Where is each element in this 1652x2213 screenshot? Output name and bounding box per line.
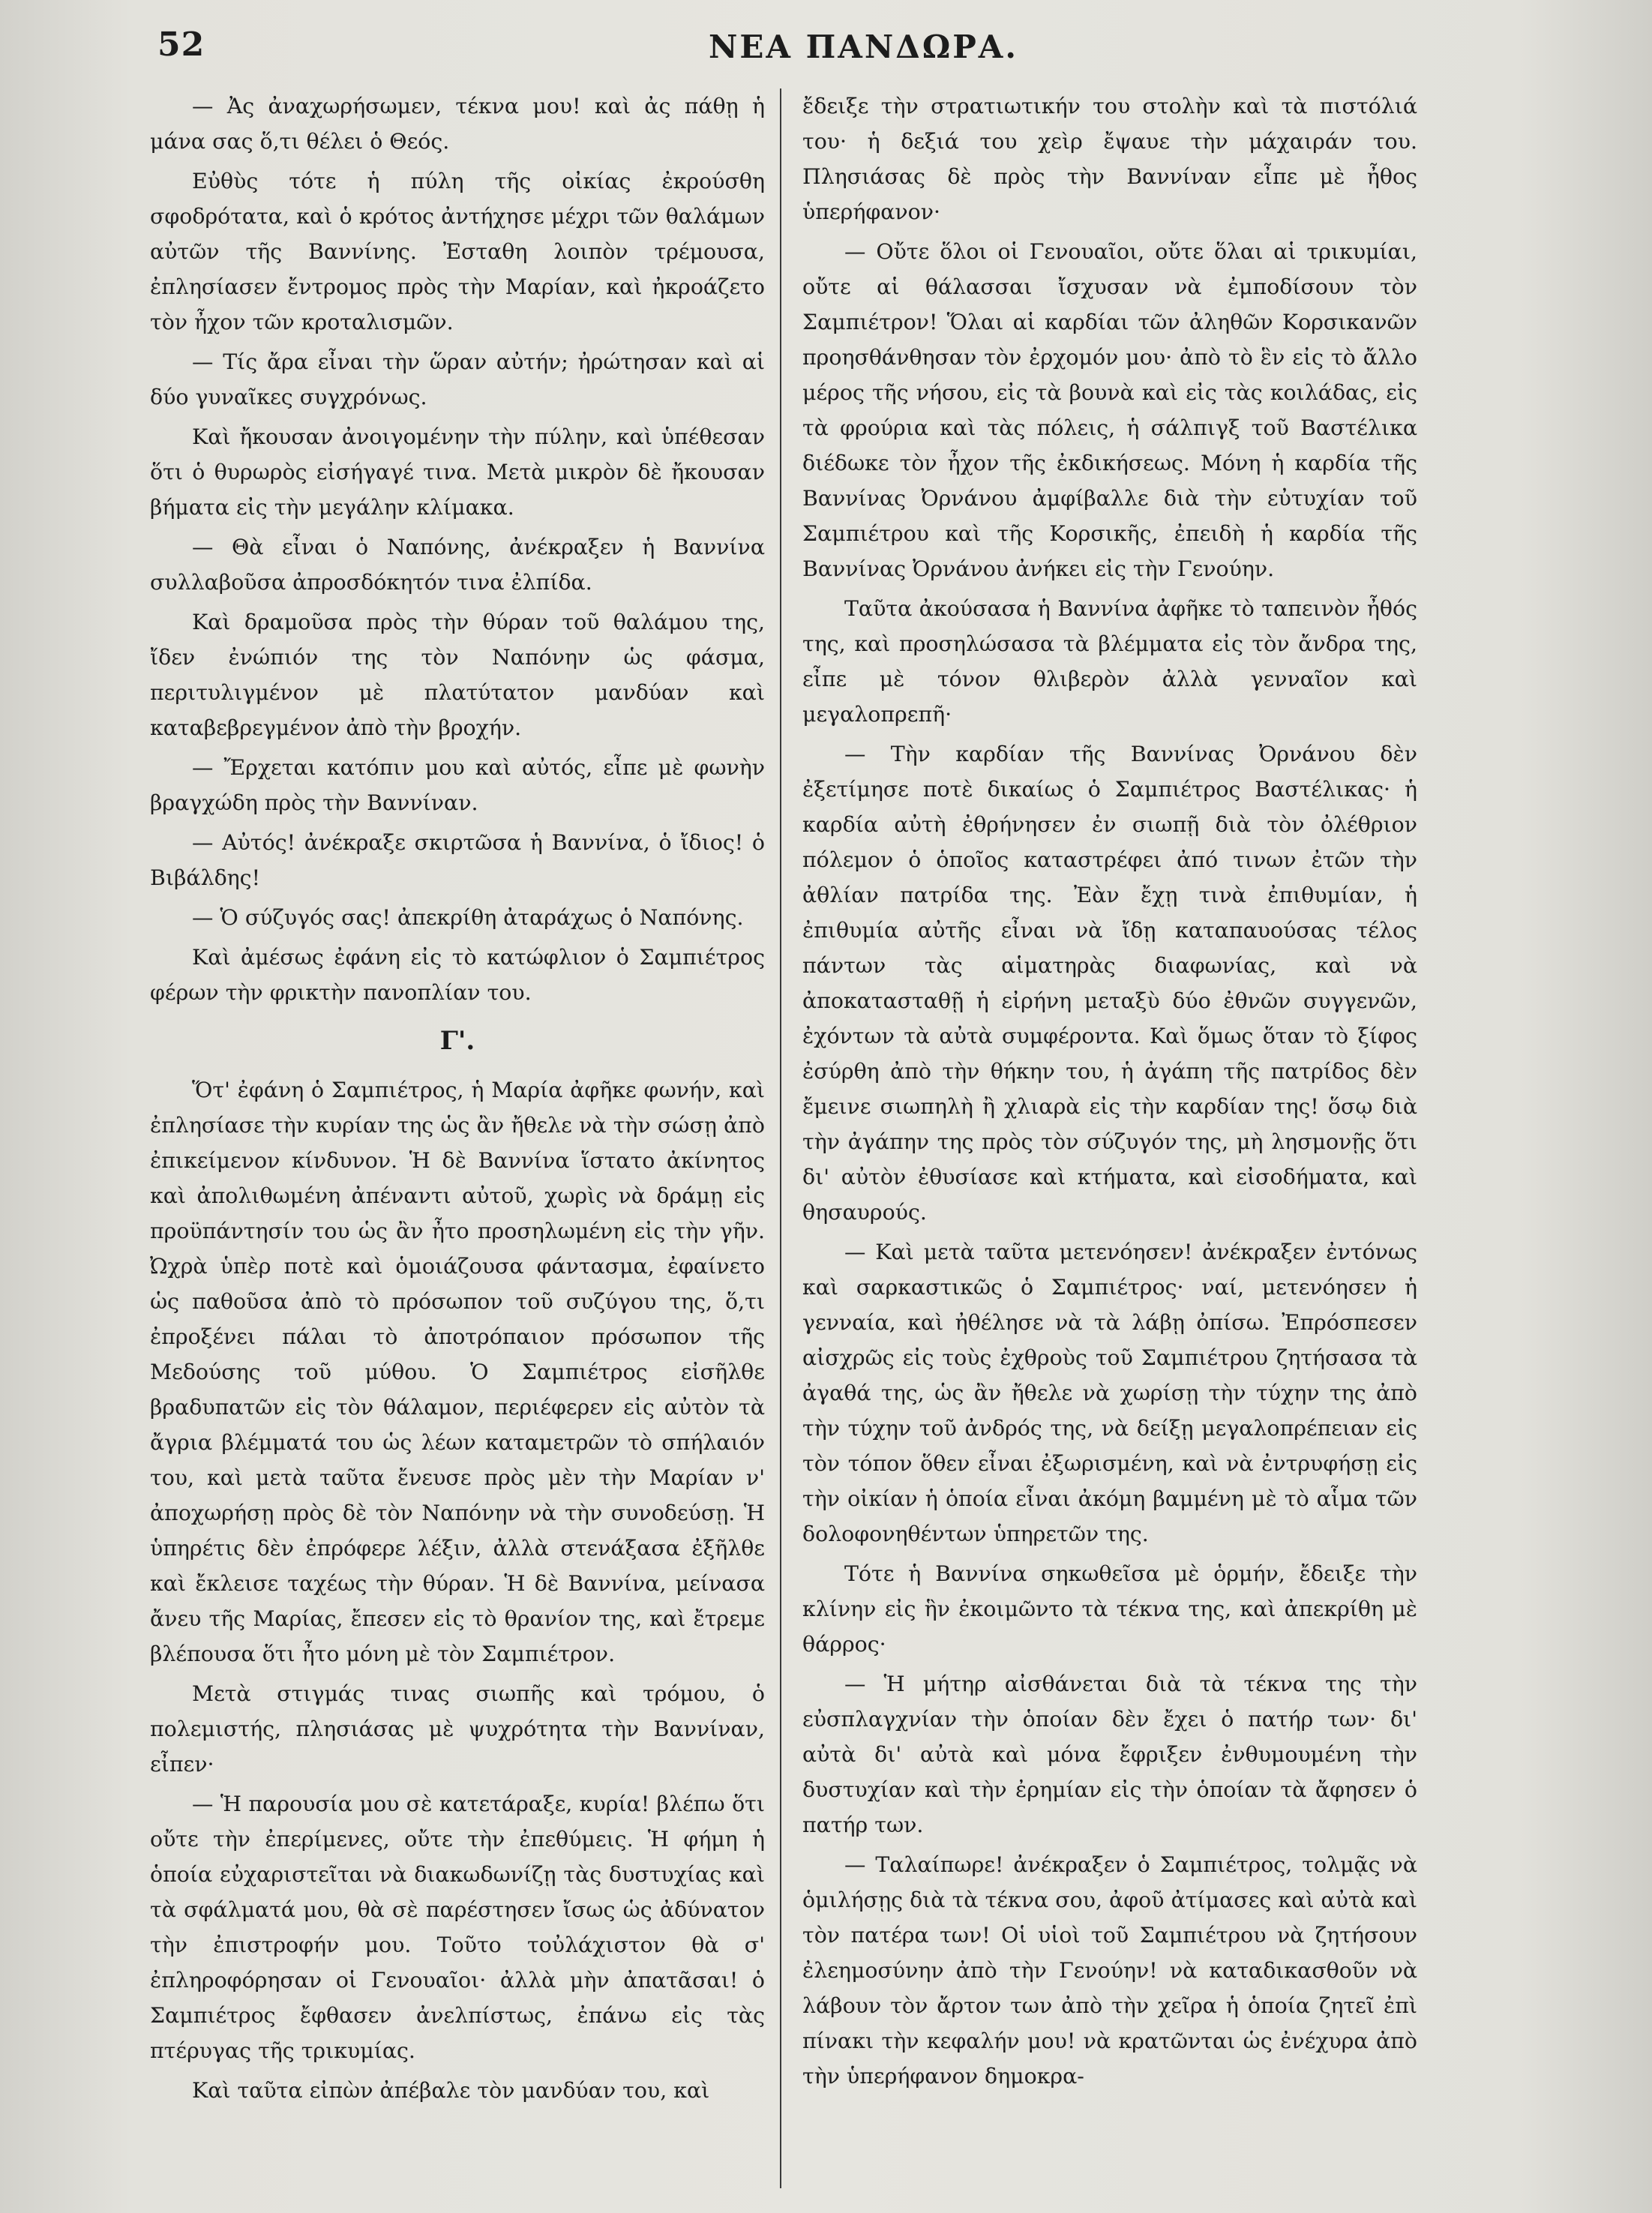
running-title: ΝΕΑ ΠΑΝΔΩΡΑ. — [708, 28, 1018, 65]
paragraph: — Ἔρχεται κατόπιν μου καὶ αὐτός, εἶπε μὲ φωνὴν βραγχώδη πρὸς τὴν Βαννίναν. — [150, 755, 765, 815]
paragraph: Καὶ ἤκουσαν ἀνοιγομένην τὴν πύλην, καὶ ὑπέθεσαν ὅτι ὁ θυρωρὸς εἰσήγαγέ τινα. Μετὰ μικρὸν δὲ ἤκουσαν βήματα εἰς τὴν μεγάλην κλίμακα. — [150, 424, 765, 520]
paragraph: — Οὔτε ὅλοι οἱ Γενουαῖοι, οὔτε ὅλαι αἱ τρικυμίαι, οὔτε αἱ θάλασσαι ἴσχυσαν νὰ ἐμποδίσουν τὸν Σαμπιέτρον! Ὅλαι αἱ καρδίαι τῶν ἀληθῶν Κορσικανῶν προησθάνθησαν τὸν ἐρχομόν μου· ἀπὸ τὸ ἓν εἰς τὸ ἄλλο μέρος τῆς νήσου, εἰς τὰ βουνὰ καὶ εἰς τὰς κοιλάδας, εἰς τὰ φρούρια καὶ τὰς πόλεις, ἡ σάλπιγξ τοῦ Βαστέλικα διέδωκε τὸν ἦχον τῆς ἐκδικήσεως. Μόνη ἡ καρδία τῆς Βαννίνας Ὀρνάνου ἀμφίβαλλε διὰ τὴν εὐτυχίαν τοῦ Σαμπιέτρου καὶ τῆς Κορσικῆς, ἐπειδὴ ἡ καρδία τῆς Βαννίνας Ὀρνάνου ἀνήκει εἰς τὴν Γενούην. — [802, 239, 1417, 581]
paragraph: Ταῦτα ἀκούσασα ἡ Βαννίνα ἀφῆκε τὸ ταπεινὸν ἦθός της, καὶ προσηλώσασα τὰ βλέμματα εἰς τὸν ἄνδρα της, εἶπε μὲ τόνον θλιβερὸν ἀλλὰ γενναῖον καὶ μεγαλοπρεπῆ· — [802, 596, 1417, 727]
paragraph: Μετὰ στιγμάς τινας σιωπῆς καὶ τρόμου, ὁ πολεμιστής, πλησιάσας μὲ ψυχρότητα τὴν Βαννίναν, εἶπεν· — [150, 1681, 765, 1777]
paragraph: — Αὐτός! ἀνέκραξε σκιρτῶσα ἡ Βαννίνα, ὁ ἴδιος! ὁ Βιβάλδης! — [150, 830, 765, 890]
left-column — [150, 88, 765, 2188]
paragraph: — Ἀς ἀναχωρήσωμεν, τέκνα μου! καὶ ἀς πάθῃ ἡ μάνα σας ὅ,τι θέλει ὁ Θεός. — [150, 94, 765, 154]
paragraph: — Ἡ μήτηρ αἰσθάνεται διὰ τὰ τέκνα της τὴν εὐσπλαγχνίαν τὴν ὁποίαν δὲν ἔχει ὁ πατήρ των· δι' αὐτὰ δι' αὐτὰ καὶ μόνα ἔφριξεν ἐνθυμουμένη τὴν δυστυχίαν καὶ τὴν ἐρημίαν εἰς τὴν ὁποίαν τὰ ἄφησεν ὁ πατήρ των. — [802, 1672, 1417, 1837]
paragraph: Τότε ἡ Βαννίνα σηκωθεῖσα μὲ ὁρμήν, ἔδειξε τὴν κλίνην εἰς ἣν ἐκοιμῶντο τὰ τέκνα της, καὶ ἀπεκρίθη μὲ θάρρος· — [802, 1561, 1417, 1657]
paragraph: Καὶ ταῦτα εἰπὼν ἀπέβαλε τὸν μανδύαν του, καὶ — [192, 2078, 710, 2103]
column-divider — [780, 88, 781, 2188]
paragraph: Ὅτ' ἐφάνη ὁ Σαμπιέτρος, ἡ Μαρία ἀφῆκε φωνήν, καὶ ἐπλησίασε τὴν κυρίαν της ὡς ἂν ἤθελε νὰ τὴν σώσῃ ἀπὸ ἐπικείμενον κίνδυνον. Ἡ δὲ Βαννίνα ἵστατο ἀκίνητος καὶ ἀπολιθωμένη ἀπέναντι αὐτοῦ, χωρὶς νὰ δράμῃ εἰς προϋπάντησίν του ὡς ἂν ἦτο προσηλωμένη εἰς τὴν γῆν. Ὠχρὰ ὑπὲρ ποτὲ καὶ ὁμοιάζουσα φάντασμα, ἐφαίνετο ὡς παθοῦσα ἀπὸ τὸ πρόσωπον τοῦ συζύγου της, ὅ,τι ἐπροξένει πάλαι τὸ ἀποτρόπαιον πρόσωπον τῆς Μεδούσης τοῦ μύθου. Ὁ Σαμπιέτρος εἰσῆλθε βραδυπατῶν εἰς τὸν θάλαμον, περιέφερεν εἰς αὐτὸν τὰ ἄγρια βλέμματά του ὡς λέων καταμετρῶν τὸ σπήλαιόν του, καὶ μετὰ ταῦτα ἔνευσε πρὸς μὲν τὴν Μαρίαν ν' ἀποχωρήσῃ πρὸς δὲ τὸν Ναπόνην νὰ τὴν συνοδεύσῃ. Ἡ ὑπηρέτις δὲν ἐπρόφερε λέξιν, ἀλλὰ στενάξασα ἐξῆλθε καὶ ἔκλεισε ταχέως τὴν θύραν. Ἡ δὲ Βαννίνα, μείνασα ἄνευ τῆς Μαρίας, ἔπεσεν εἰς τὸ θρανίον της, καὶ ἔτρεμε βλέπουσα ὅτι ἦτο μόνη μὲ τὸν Σαμπιέτρον. — [150, 1078, 765, 1666]
paragraph: Εὐθὺς τότε ἡ πύλη τῆς οἰκίας ἐκρούσθη σφοδρότατα, καὶ ὁ κρότος ἀντήχησε μέχρι τῶν θαλάμων αὐτῶν τῆς Βαννίνης. Ἐσταθη λοιπὸν τρέμουσα, ἐπλησίασεν ἔντρομος πρὸς τὴν Μαρίαν, καὶ ἠκροάζετο τὸν ἦχον τῶν κροταλισμῶν. — [150, 169, 765, 334]
paragraph: ἔδειξε τὴν στρατιωτικήν του στολὴν καὶ τὰ πιστόλιά του· ἡ δεξιά του χεὶρ ἔψαυε τὴν μάχαιράν του. Πλησιάσας δὲ πρὸς τὴν Βαννίναν εἶπε μὲ ἦθος ὑπερήφανον· — [802, 94, 1417, 224]
paragraph: — Θὰ εἶναι ὁ Ναπόνης, ἀνέκραξεν ἡ Βαννίνα συλλαβοῦσα ἀπροσδόκητόν τινα ἐλπίδα. — [150, 535, 765, 595]
paragraph: — Τὴν καρδίαν τῆς Βαννίνας Ὀρνάνου δὲν ἐξετίμησε ποτὲ δικαίως ὁ Σαμπιέτρος Βαστέλικας· ἡ καρδία αὐτὴ ἐθρήνησεν ἐν σιωπῇ διὰ τὸν ὀλέθριον πόλεμον ὁ ὁποῖος καταστρέφει ἀπό τινων ἐτῶν τὴν ἀθλίαν πατρίδα της. Ἐὰν ἔχῃ τινὰ ἐπιθυμίαν, ἡ ἐπιθυμία αὐτῆς εἶναι νὰ ἴδῃ καταπαυούσας τέλος πάντων τὰς αἱματηρὰς διαφωνίας, καὶ νὰ ἀποκατασταθῇ ἡ εἰρήνη μεταξὺ δύο ἐθνῶν συγγενῶν, ἐχόντων τὰ αὐτὰ συμφέροντα. Καὶ ὅμως ὅταν τὸ ξίφος ἐσύρθη ἀπὸ τὴν θήκην του, ἡ ἀγάπη τῆς πατρίδος δὲν ἔμεινε σιωπηλὴ ἢ χλιαρὰ εἰς τὴν καρδίαν της! ὅσῳ διὰ τὴν ἀγάπην της πρὸς τὸν σύζυγόν της, μὴ λησμονῇς ὅτι δι' αὐτὸν ἐθυσίασε καὶ κτήματα, καὶ εἰσοδήματα, καὶ θησαυρούς. — [802, 742, 1417, 1225]
paragraph: — Ὁ σύζυγός σας! ἀπεκρίθη ἀταράχως ὁ Ναπόνης. — [192, 905, 744, 930]
page-header — [157, 21, 1570, 69]
paragraph: Καὶ ἀμέσως ἐφάνη εἰς τὸ κατώφλιον ὁ Σαμπιέτρος φέρων τὴν φρικτὴν πανοπλίαν του. — [150, 945, 765, 1005]
page-number: 52 — [157, 25, 205, 64]
right-column — [802, 88, 1417, 2188]
paragraph: — Καὶ μετὰ ταῦτα μετενόησεν! ἀνέκραξεν ἐντόνως καὶ σαρκαστικῶς ὁ Σαμπιέτρος· ναί, μετενόησεν ἡ γενναία, καὶ ἠθέλησε νὰ τὰ λάβῃ ὀπίσω. Ἐπρόσπεσεν αἰσχρῶς εἰς τοὺς ἐχθροὺς τοῦ Σαμπιέτρου ζητήσασα τὰ ἀγαθά της, ὡς ἂν ἤθελε νὰ χωρίσῃ τὴν τύχην της ἀπὸ τὴν τύχην τοῦ ἀνδρός της, νὰ δείξῃ μεγαλοπρέπειαν εἰς τὸν τόπον ὅθεν εἶναι ἐξωρισμένη, καὶ νὰ ἐντρυφήσῃ εἰς τὴν οἰκίαν ἡ ὁποία εἶναι ἀκόμη βαμμένη μὲ τὸ αἷμα τῶν δολοφονηθέντων ὑπηρετῶν της. — [802, 1240, 1417, 1546]
paragraph: — Ἡ παρουσία μου σὲ κατετάραξε, κυρία! βλέπω ὅτι οὔτε τὴν ἐπερίμενες, οὔτε τὴν ἐπεθύμεις. Ἡ φήμη ἡ ὁποία εὐχαριστεῖται νὰ διακωδωνίζῃ τὰς δυστυχίας καὶ τὰ σφάλματά μου, θὰ σὲ παρέστησεν ἴσως ὡς ἀδύνατον τὴν ἐπιστροφήν μου. Τοῦτο τοὐλάχιστον θὰ σ' ἐπληροφόρησαν οἱ Γενουαῖοι· ἀλλὰ μὴν ἀπατᾶσαι! ὁ Σαμπιέτρος ἔφθασεν ἀνελπίστως, ἐπάνω εἰς τὰς πτέρυγας τῆς τρικυμίας. — [150, 1792, 765, 2063]
paragraph: — Τίς ἄρα εἶναι τὴν ὥραν αὐτήν; ἠρώτησαν καὶ αἱ δύο γυναῖκες συγχρόνως. — [150, 349, 765, 409]
section-heading: Γ'. — [439, 1026, 475, 1056]
paragraph: — Ταλαίπωρε! ἀνέκραξεν ὁ Σαμπιέτρος, τολμᾷς νὰ ὁμιλήσῃς διὰ τὰ τέκνα σου, ἀφοῦ ἀτίμασες καὶ αὐτὰ καὶ τὸν πατέρα των! Οἱ υἱοὶ τοῦ Σαμπιέτρου νὰ ζητήσουν ἐλεημοσύνην ἀπὸ τὴν Γενούην! νὰ καταδικασθοῦν νὰ λάβουν τὸν ἄρτον των ἀπὸ τὴν χεῖρα ἡ ὁποία ζητεῖ ἐπὶ πίνακι τὴν κεφαλήν μου! νὰ κρατῶνται ὡς ἐνέχυρα ἀπὸ τὴν ὑπερήφανον δημοκρα- — [802, 1852, 1417, 2089]
paragraph: Καὶ δραμοῦσα πρὸς τὴν θύραν τοῦ θαλάμου της, ἴδεν ἐνώπιόν της τὸν Ναπόνην ὡς φάσμα, περιτυλιγμένον μὲ πλατύτατον μανδύαν καὶ καταβεβρεγμένον ἀπὸ τὴν βροχήν. — [150, 610, 765, 740]
